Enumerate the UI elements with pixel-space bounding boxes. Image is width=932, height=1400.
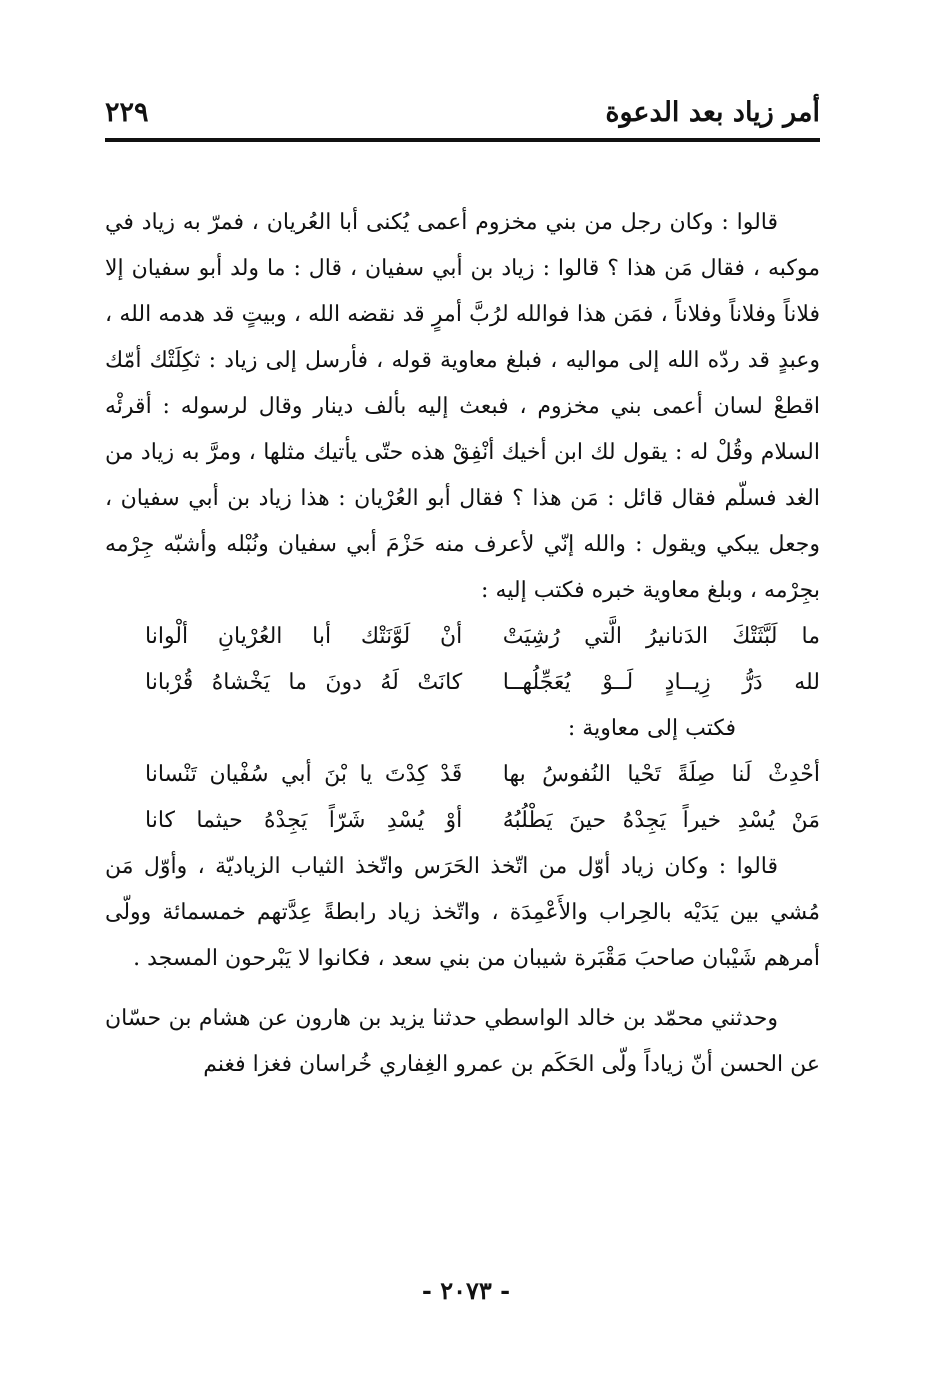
poem-1-line-2 <box>105 660 820 706</box>
paragraph-3: وحدثني محمّد بن خالد الواسطي حدثنا يزيد بن هارون عن هشام بن حسّان عن الحسن أنّ زياداً ولّى الحَكَم بن عمرو الغِفاري خُراسان فغزا فغنم <box>105 1006 820 1077</box>
poem-2-line-2 <box>105 798 820 844</box>
hemistich-right: ما لَبَّثَتْكَ الدَنانيرُ الَّتي رُشِيَتْ <box>502 624 820 649</box>
hemistich-left: أنْ لَوَّنَتْك أبا العُرْيانِ ألْوانا <box>145 624 463 649</box>
poem-1-line-1 <box>105 614 820 660</box>
paragraph-gap <box>105 982 820 996</box>
poem-2-intro: فكتب إلى معاوية : <box>567 716 736 741</box>
page-number-top: ٢٢٩ <box>105 97 149 128</box>
poem-2-line-1 <box>105 752 820 798</box>
running-header <box>105 80 820 142</box>
chapter-title: أمر زياد بعد الدعوة <box>605 97 820 128</box>
paragraph-2: قالوا : وكان زياد أوّل من اتّخذ الحَرَس واتّخذ الثياب الزياديّة ، وأوّل مَن مُشي بين يَدَيْه بالحِراب والأَعْمِدَة ، واتّخذ زياد رابطةً عِدَّتهم خمسمائة وولّى أمرهم شَيْبان صاحبَ مَقْبَرة شيبان من بني سعد ، فكانوا لا يَبْرحون المسجد . <box>105 854 820 971</box>
paragraph-1: قالوا : وكان رجل من بني مخزوم أعمى يُكنى أبا العُريان ، فمرّ به زياد في موكبه ، فقال مَن هذا ؟ قالوا : زياد بن أبي سفيان ، قال : ما ولد أبو سفيان إلا فلاناً وفلاناً وفلاناً ، فمَن هذا فوالله لرُبَّ أمرٍ قد نقضه الله ، وبيتٍ قد هدمه الله ، وعبدٍ قد ردّه الله إلى مواليه ، فبلغ معاوية قوله ، فأرسل إلى زياد : ثكِلَتْك أمّك اقطعْ لسان أعمى بني مخزوم ، فبعث إليه بألف دينار وقال لرسوله : أقرئْه السلام وقُلْ له : يقول لك ابن أخيك أنْفِقْ هذه حتّى يأتيك مثلها ، ومرَّ به زياد من الغد فسلّم فقال قائل : مَن هذا ؟ فقال أبو العُرْيان : هذا زياد بن أبي سفيان ، وجعل يبكي ويقول : والله إنّي لأعرف منه حَزْمَ أبي سفيان ونُبْله وأشبّه جِرْمه بجِرْمه ، وبلغ معاوية خبره فكتب إليه : <box>105 210 820 603</box>
page-body <box>105 200 820 1088</box>
hemistich-right: مَنْ يُسْدِ خيراً يَجِدْهُ حينَ يَطْلُبُهُ <box>502 808 820 833</box>
hemistich-left: كانَتْ لَهُ دونَ ما يَخْشاهُ قُرْبانا <box>145 670 463 695</box>
hemistich-left: أوْ يُسْدِ شَرّاً يَجِدْهُ حيثما كانا <box>145 808 463 833</box>
hemistich-right: لله دَرُّ زِيــادٍ لَــوْ يُعَجِّلُهــا <box>502 670 820 695</box>
hemistich-left: قَدْ كِدْتَ يا بْنَ أبي سُفْيان تَنْسانا <box>145 762 463 787</box>
hemistich-right: أحْدِثْ لَنا صِلَةً تَحْيا النُفوسُ بها <box>502 762 820 787</box>
page-number-bottom: - ٢٠٧٣ - <box>421 1276 511 1305</box>
